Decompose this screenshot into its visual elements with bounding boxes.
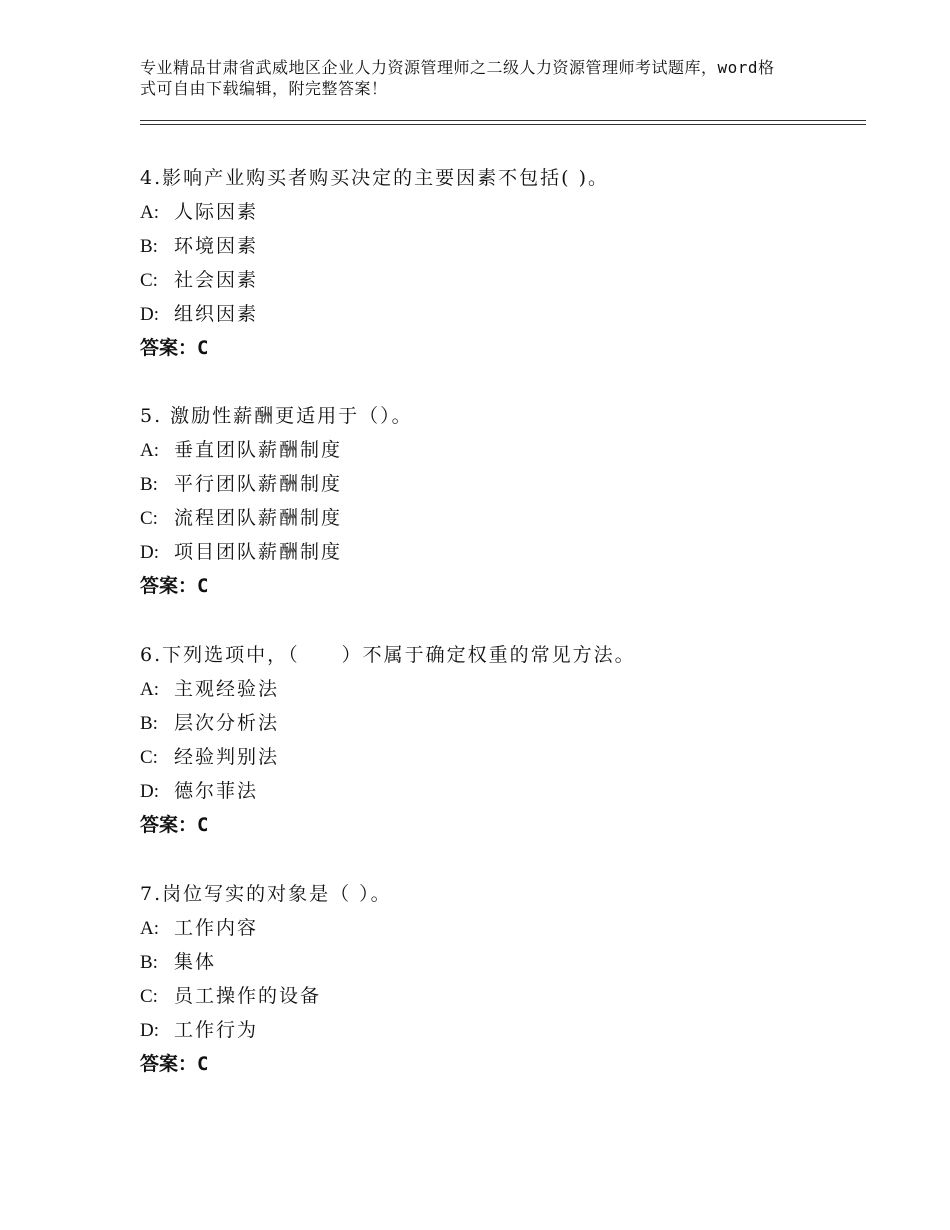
option-letter: D:	[140, 781, 159, 802]
answer-label: 答案：	[140, 1053, 198, 1075]
question-stem: 6.下列选项中，（ ）不属于确定权重的常见方法。	[140, 644, 636, 666]
option-text: 环境因素	[174, 235, 259, 257]
option-text: 项目团队薪酬制度	[174, 541, 343, 563]
question-block	[140, 161, 860, 365]
option-letter: B:	[140, 713, 158, 734]
option-text: 流程团队薪酬制度	[174, 507, 343, 529]
option-c	[140, 979, 860, 1013]
question-stem: 4.影响产业购买者购买决定的主要因素不包括( )。	[140, 167, 609, 189]
option-b	[140, 945, 860, 979]
option-d	[140, 774, 860, 808]
option-d	[140, 1013, 860, 1047]
question-block	[140, 877, 860, 1081]
option-letter: D:	[140, 304, 159, 325]
option-letter: C:	[140, 270, 158, 291]
option-text: 垂直团队薪酬制度	[174, 439, 343, 461]
option-letter: C:	[140, 986, 158, 1007]
option-d	[140, 297, 860, 331]
option-c	[140, 740, 860, 774]
option-text: 平行团队薪酬制度	[174, 473, 343, 495]
option-text: 经验判别法	[174, 746, 280, 768]
option-b	[140, 229, 860, 263]
option-a	[140, 433, 860, 467]
answer-value: C	[197, 814, 209, 836]
option-letter: C:	[140, 508, 158, 529]
option-letter: D:	[140, 1020, 159, 1041]
answer-line	[140, 1047, 860, 1081]
option-c	[140, 263, 860, 297]
option-text: 社会因素	[174, 269, 259, 291]
option-b	[140, 467, 860, 501]
option-letter: D:	[140, 542, 159, 563]
option-text: 集体	[174, 951, 217, 973]
option-text: 组织因素	[174, 303, 259, 325]
option-text: 员工操作的设备	[174, 985, 322, 1007]
question-block	[140, 399, 860, 603]
option-b	[140, 706, 860, 740]
header-double-rule	[140, 120, 866, 125]
option-a	[140, 195, 860, 229]
option-letter: B:	[140, 952, 158, 973]
question-stem: 7.岗位写实的对象是（ ）。	[140, 883, 392, 905]
answer-value: C	[197, 575, 209, 597]
answer-label: 答案：	[140, 337, 198, 359]
option-letter: A:	[140, 679, 159, 700]
question-stem: 5. 激励性薪酬更适用于（）。	[140, 405, 413, 427]
option-letter: A:	[140, 440, 159, 461]
option-letter: A:	[140, 202, 159, 223]
option-a	[140, 672, 860, 706]
answer-value: C	[197, 1053, 209, 1075]
option-letter: A:	[140, 918, 159, 939]
option-letter: B:	[140, 474, 158, 495]
option-text: 德尔菲法	[174, 780, 259, 802]
answer-label: 答案：	[140, 575, 198, 597]
question-block	[140, 638, 860, 842]
option-letter: B:	[140, 236, 158, 257]
answer-line	[140, 808, 860, 842]
option-text: 工作行为	[174, 1019, 259, 1041]
answer-line	[140, 569, 860, 603]
option-text: 工作内容	[174, 917, 259, 939]
option-text: 人际因素	[174, 201, 259, 223]
answer-line	[140, 331, 860, 365]
option-letter: C:	[140, 747, 158, 768]
answer-value: C	[197, 337, 209, 359]
option-d	[140, 535, 860, 569]
option-text: 主观经验法	[174, 678, 280, 700]
option-c	[140, 501, 860, 535]
option-text: 层次分析法	[174, 712, 280, 734]
document-header-title: 专业精品甘肃省武威地区企业人力资源管理师之二级人力资源管理师考试题库，word格式可自由下载编辑，附完整答案！	[140, 58, 775, 98]
answer-label: 答案：	[140, 814, 198, 836]
option-a	[140, 911, 860, 945]
